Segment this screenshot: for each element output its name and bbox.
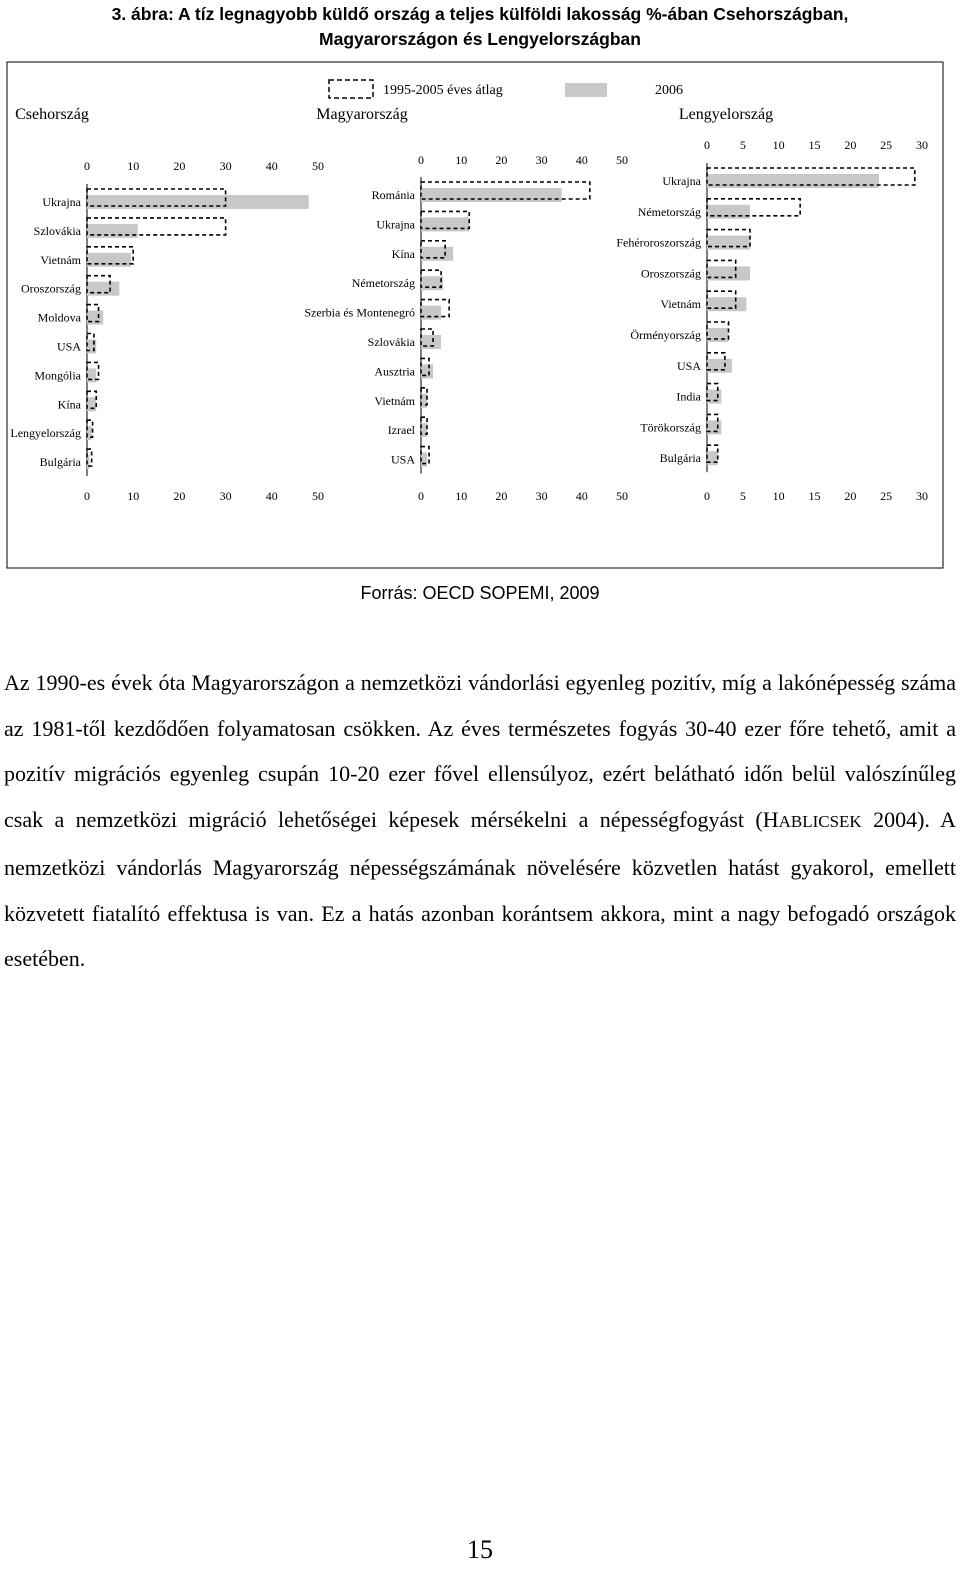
x-tick-label-bottom: 40 (265, 489, 278, 503)
bar-2006 (707, 451, 718, 465)
category-label: Vietnám (40, 252, 81, 267)
category-label: Oroszország (21, 281, 81, 296)
x-tick-label-bottom: 10 (455, 489, 468, 503)
x-tick-label-top: 40 (265, 159, 278, 173)
category-label: USA (676, 358, 701, 373)
x-tick-label-top: 20 (173, 159, 186, 173)
category-label: India (676, 389, 701, 404)
x-tick-label-top: 10 (127, 159, 140, 173)
x-tick-label-bottom: 30 (916, 489, 928, 503)
bar-2006 (707, 174, 879, 188)
category-label: Törökország (640, 420, 701, 435)
x-tick-label-top: 10 (455, 153, 468, 167)
category-label: Bulgária (659, 451, 701, 466)
category-label: USA (390, 452, 415, 467)
x-tick-label-bottom: 40 (575, 489, 588, 503)
category-label: Lengyelország (10, 426, 81, 441)
bar-2006 (87, 195, 309, 209)
category-label: Szlovákia (367, 335, 415, 349)
category-label: Szerbia és Montenegró (304, 305, 415, 320)
x-tick-label-top: 30 (916, 138, 928, 152)
bar-2006 (421, 423, 427, 437)
x-tick-label-bottom: 50 (312, 489, 324, 503)
x-tick-label-top: 20 (495, 153, 508, 167)
bar-2006 (87, 368, 96, 382)
x-tick-label-top: 30 (219, 159, 232, 173)
body-text-part-1: Az 1990-es évek óta Magyarországon a nemzetközi vándorlási egyenleg pozitív, míg a lakónépesség száma az 1981-től kezdődően folyamatosan csökken. Az éves természetes fogyás 30-40 ezer főre tehető, amit a pozitív migrációs egyenleg csupán 10-20 ezer fővel ellensúlyoz, ezért belátható időn belül valószínűleg csak a nemzetközi migráció lehetőségei képesek mérsékelni a népességfogyást ( (4, 670, 956, 833)
bar-2006 (707, 359, 732, 373)
legend-swatch-2006 (565, 83, 607, 97)
x-tick-label-top: 20 (844, 138, 857, 152)
x-tick-label-bottom: 20 (495, 489, 508, 503)
citation-author-rest: ABLICSEK (778, 812, 862, 832)
x-tick-label-bottom: 30 (535, 489, 548, 503)
figure-title-line-1: 3. ábra: A tíz legnagyobb küldő ország a teljes külföldi lakosság %-ában Csehországban, (111, 4, 849, 24)
bar-2006 (707, 297, 746, 311)
x-tick-label-top: 40 (575, 153, 588, 167)
bar-chart-figure (0, 0, 960, 575)
category-label: Mongólia (34, 368, 81, 383)
x-tick-label-bottom: 0 (84, 489, 90, 503)
page-number: 15 (467, 1535, 493, 1564)
bar-2006 (421, 306, 441, 320)
x-tick-label-bottom: 20 (173, 489, 186, 503)
x-tick-label-bottom: 0 (418, 489, 424, 503)
bar-2006 (87, 311, 103, 325)
x-tick-label-top: 5 (739, 138, 746, 152)
x-tick-label-bottom: 15 (808, 489, 821, 503)
legend-label-average: 1995-2005 éves átlag (383, 83, 503, 98)
category-label: Bulgária (39, 455, 81, 470)
category-label: Kína (57, 397, 81, 412)
x-tick-label-bottom: 10 (772, 489, 785, 503)
bar-2006 (87, 224, 138, 238)
x-tick-label-bottom: 0 (704, 489, 710, 503)
category-label: Oroszország (641, 266, 701, 281)
category-label: Örményország (630, 328, 701, 342)
bar-2006 (707, 390, 721, 404)
category-label: Ukrajna (662, 174, 701, 188)
x-tick-label-top: 25 (880, 138, 893, 152)
bar-2006 (421, 188, 562, 202)
body-paragraph (4, 660, 956, 982)
panel-title: Lengyelország (678, 106, 774, 123)
category-label: Ukrajna (376, 217, 415, 232)
legend-label-2006: 2006 (655, 83, 683, 98)
category-label: USA (56, 339, 81, 354)
bar-2006 (707, 420, 721, 434)
x-tick-label-top: 0 (418, 153, 424, 167)
x-tick-label-top: 15 (808, 138, 821, 152)
category-label: Fehéroroszország (616, 235, 701, 250)
category-label: Németország (351, 276, 415, 291)
category-label: Moldova (37, 310, 81, 325)
bar-2006 (421, 453, 427, 467)
x-tick-label-top: 0 (704, 138, 710, 152)
bar-2006 (421, 364, 433, 378)
x-tick-label-top: 50 (616, 153, 628, 167)
legend-swatch-average (329, 80, 373, 98)
body-text-part-2: 2004). A nemzetközi vándorlás Magyarország népességszámának növelésére közvetlen hatást gyakorol, emellett közvetett fiatalító effektusa is van. Ez a hatás azonban korántsem akkora, mint a nagy befogadó országok esetében. (4, 807, 957, 972)
panel-title: Magyarország (316, 106, 408, 123)
panel-title: Csehország (15, 106, 89, 123)
bar-2006 (707, 328, 729, 342)
category-label: Németország (637, 204, 701, 219)
x-tick-label-top: 30 (535, 153, 548, 167)
bar-2006 (707, 266, 750, 280)
bar-2006 (421, 394, 427, 408)
x-tick-label-bottom: 50 (616, 489, 628, 503)
figure-source: Forrás: OECD SOPEMI, 2009 (360, 583, 600, 603)
x-tick-label-top: 50 (312, 159, 324, 173)
x-tick-label-bottom: 25 (880, 489, 893, 503)
bar-2006 (87, 340, 96, 354)
bar-2006 (87, 282, 119, 296)
category-label: Vietnám (660, 297, 701, 312)
bar-2006 (421, 335, 441, 349)
category-label: Ausztria (374, 364, 415, 379)
x-tick-label-bottom: 20 (844, 489, 857, 503)
category-label: Szlovákia (33, 223, 81, 238)
citation-author-initial: H (762, 807, 779, 833)
category-label: Izrael (387, 423, 415, 438)
bar-2006 (707, 205, 750, 219)
bar-2006 (421, 217, 469, 231)
x-tick-label-bottom: 30 (219, 489, 232, 503)
figure-title-line-2: Magyarországon és Lengyelországban (319, 29, 641, 49)
x-tick-label-top: 0 (84, 159, 90, 173)
bar-2006 (87, 253, 131, 267)
bar-2006 (707, 236, 750, 250)
x-tick-label-bottom: 10 (127, 489, 140, 503)
bar-2006 (421, 276, 443, 290)
category-label: Kína (391, 246, 415, 261)
bar-2006 (421, 247, 453, 261)
category-label: Vietnám (374, 393, 415, 408)
chart-frame (7, 62, 943, 568)
body-text (4, 660, 956, 982)
category-label: Ukrajna (42, 195, 81, 209)
category-label: Románia (371, 188, 415, 202)
bar-2006 (87, 397, 96, 411)
x-tick-label-bottom: 5 (739, 489, 746, 503)
x-tick-label-top: 10 (772, 138, 785, 152)
